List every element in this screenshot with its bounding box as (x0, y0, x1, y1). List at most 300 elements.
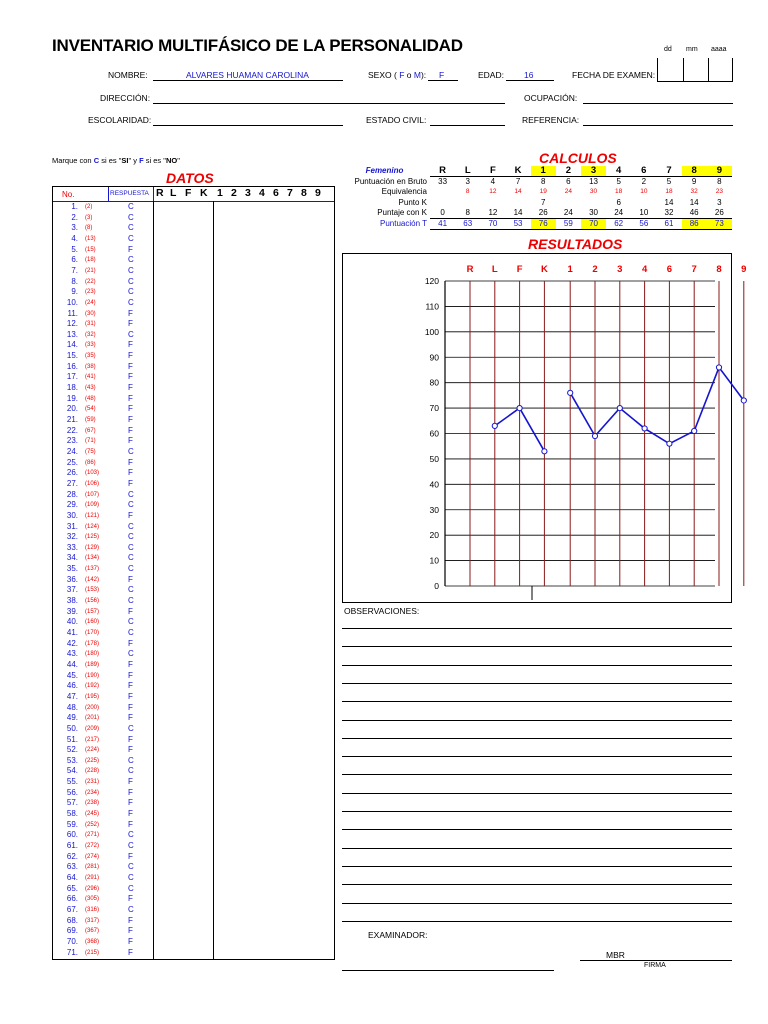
calc-cell: 7 (540, 197, 546, 207)
scale-header-k: K (200, 187, 208, 199)
answer-value[interactable]: C (128, 542, 134, 552)
question-number: (225) (85, 757, 100, 764)
datos-row (53, 447, 334, 458)
answer-value[interactable]: F (128, 734, 133, 744)
answer-value[interactable]: C (128, 521, 134, 531)
calc-cell: 32 (664, 208, 674, 217)
row-number: 65. (66, 883, 78, 893)
calc-cell: 7 (515, 177, 521, 186)
answer-value[interactable]: F (128, 393, 133, 403)
observaciones-line[interactable] (342, 848, 732, 849)
question-number: (192) (85, 683, 100, 690)
datos-row (53, 490, 334, 501)
datos-row (53, 500, 334, 511)
question-number: (86) (85, 459, 96, 466)
row-number: 38. (66, 596, 78, 606)
datos-row (53, 937, 334, 948)
answer-value[interactable]: F (128, 340, 133, 350)
calc-cell: 9 (691, 177, 697, 186)
answer-value[interactable]: F (128, 691, 133, 701)
row-number: 10. (66, 297, 78, 307)
question-number: (180) (85, 651, 100, 658)
scale-header-3: 3 (245, 187, 251, 199)
datos-row (53, 351, 334, 362)
row-number: 55. (66, 777, 78, 787)
answer-value[interactable]: C (128, 862, 134, 872)
resultados-chart (342, 253, 747, 603)
data-point (716, 365, 721, 370)
calculos-title: CALCULOS (539, 150, 617, 166)
answer-value[interactable]: C (128, 265, 134, 275)
row-number: 35. (66, 564, 78, 574)
answer-value[interactable]: F (128, 361, 133, 371)
datos-row (53, 245, 334, 256)
ocupacion-field[interactable] (583, 103, 733, 104)
x-tick-label: L (491, 264, 498, 275)
answer-value[interactable]: C (128, 500, 134, 510)
row-number: 25. (66, 457, 78, 467)
answer-value[interactable]: C (128, 297, 134, 307)
row-number: 18. (66, 383, 78, 393)
observaciones-line[interactable] (342, 774, 732, 775)
row-number: 12. (66, 319, 78, 329)
question-number: (231) (85, 779, 100, 786)
answer-value[interactable]: C (128, 287, 134, 297)
answer-value[interactable]: C (128, 830, 134, 840)
observaciones-line[interactable] (342, 756, 732, 757)
datos-row (53, 713, 334, 724)
answer-value[interactable]: F (128, 713, 133, 723)
calc-cell: 14 (664, 197, 674, 207)
answer-value[interactable]: C (128, 553, 134, 563)
x-tick-label: 9 (741, 264, 747, 275)
calc-cell: 33 (438, 177, 448, 186)
row-number: 69. (66, 926, 78, 936)
answer-value[interactable]: C (128, 223, 134, 233)
page-title: INVENTARIO MULTIFÁSICO DE LA PERSONALIDAD (52, 36, 463, 55)
answer-value[interactable]: F (128, 415, 133, 424)
datos-row (53, 511, 334, 522)
question-number: (170) (85, 630, 100, 636)
calc-cell: 19 (539, 188, 547, 196)
answer-value[interactable]: F (128, 745, 133, 755)
answer-value[interactable]: C (128, 841, 134, 850)
answer-value[interactable]: C (128, 596, 134, 606)
calc-header-k: K (505, 166, 530, 177)
datos-row (53, 564, 334, 575)
question-number: (107) (85, 491, 100, 498)
datos-row (53, 277, 334, 288)
answer-value[interactable]: C (128, 585, 134, 595)
answer-value[interactable]: F (128, 894, 133, 904)
answer-value[interactable]: C (128, 872, 134, 882)
answer-value[interactable]: C (128, 628, 134, 637)
datos-row (53, 724, 334, 735)
datos-row (53, 777, 334, 788)
answer-value[interactable]: F (128, 372, 133, 382)
scale-header-8: 8 (301, 187, 307, 199)
calc-header-8: 8 (682, 166, 707, 177)
estado-civil-field[interactable] (430, 125, 505, 126)
datos-row (53, 948, 334, 959)
answer-value[interactable]: F (128, 947, 133, 957)
calc-cell (455, 198, 480, 209)
answer-value[interactable]: F (128, 787, 133, 797)
calc-cell: 24 (614, 208, 624, 217)
datos-row (53, 649, 334, 660)
question-number: (245) (85, 811, 100, 818)
row-number: 5. (71, 244, 78, 254)
question-number: (15) (85, 246, 96, 253)
datos-row (53, 809, 334, 820)
calc-cell: 8 (465, 208, 470, 217)
question-number: (238) (85, 800, 100, 807)
datos-row (53, 575, 334, 586)
x-tick-label: R (466, 264, 474, 275)
datos-row (53, 468, 334, 479)
sex-label: Femenino (365, 166, 404, 176)
calc-cell: 73 (707, 219, 732, 230)
data-point (692, 428, 697, 433)
observaciones-line[interactable] (342, 829, 732, 830)
question-number: (48) (85, 395, 96, 402)
observaciones-line[interactable] (342, 903, 732, 904)
datos-row (53, 372, 334, 383)
calc-header-r: R (430, 166, 455, 177)
x-tick-label: F (516, 264, 523, 275)
question-number: (75) (85, 448, 96, 455)
datos-row (53, 436, 334, 447)
datos-row (53, 223, 334, 234)
answer-value[interactable]: F (128, 851, 133, 861)
calc-header-l: L (455, 166, 480, 177)
y-tick-label: 60 (429, 428, 439, 439)
row-number: 9. (71, 287, 78, 297)
row-number: 58. (66, 809, 78, 819)
row-number: 32. (66, 532, 78, 542)
y-tick-label: 0 (434, 581, 439, 591)
observaciones-line[interactable] (342, 701, 732, 702)
observaciones-line[interactable] (342, 665, 732, 666)
calc-cell: 6 (616, 197, 621, 207)
answer-value[interactable]: F (128, 936, 133, 946)
calc-row-label: Puntaje con K (377, 208, 427, 218)
row-number: 1. (71, 202, 78, 211)
calc-cell: 41 (430, 219, 455, 230)
x-tick-label: 6 (666, 264, 673, 275)
datos-row (53, 798, 334, 809)
answer-value[interactable]: F (128, 308, 133, 318)
nombre-value[interactable]: ALVARES HUAMAN CAROLINA (186, 70, 309, 80)
calc-cell: 3 (717, 197, 722, 207)
question-number: (234) (85, 789, 100, 796)
calc-cell: 70 (480, 219, 505, 230)
date-boxes[interactable] (657, 58, 733, 82)
y-tick-label: 20 (429, 530, 439, 541)
row-number: 3. (71, 223, 78, 233)
question-number: (137) (85, 566, 100, 573)
referencia-label: REFERENCIA: (522, 115, 580, 125)
datos-row (53, 362, 334, 373)
calc-cell: 5 (666, 177, 672, 186)
answer-value[interactable]: F (128, 702, 133, 712)
row-number: 37. (66, 585, 78, 595)
question-number: (153) (85, 587, 100, 594)
row-number: 17. (66, 372, 78, 382)
edad-value[interactable]: 16 (524, 70, 534, 80)
question-number: (125) (85, 534, 100, 541)
answer-value[interactable]: C (128, 255, 134, 265)
data-point (592, 433, 597, 438)
answer-value[interactable]: F (128, 425, 133, 435)
row-number: 27. (66, 478, 78, 488)
answer-value[interactable]: C (128, 212, 134, 222)
answer-value[interactable]: F (128, 681, 133, 691)
calc-cell: 4 (490, 177, 496, 186)
answer-value[interactable]: F (128, 468, 133, 478)
answer-value[interactable]: C (128, 904, 134, 914)
calc-header-3: 3 (581, 166, 606, 177)
answer-value[interactable]: C (128, 202, 134, 211)
question-number: (41) (85, 374, 96, 381)
answer-value[interactable]: C (128, 723, 134, 733)
datos-row (53, 607, 334, 618)
data-point (542, 449, 547, 454)
datos-row (53, 309, 334, 320)
row-number: 67. (66, 904, 78, 914)
y-tick-label: 40 (429, 479, 439, 490)
datos-row (53, 671, 334, 682)
row-number: 70. (66, 936, 78, 946)
scale-header-2: 2 (231, 187, 237, 199)
date-label-aaaa: aaaa (711, 46, 727, 53)
firma-line[interactable] (580, 960, 732, 961)
answer-value[interactable]: F (128, 606, 133, 616)
answer-value[interactable]: F (128, 457, 133, 467)
observaciones-line[interactable] (342, 628, 732, 629)
escolaridad-field[interactable] (153, 125, 343, 126)
calc-cell: 18 (665, 188, 673, 196)
calc-cell: 8 (540, 177, 546, 186)
y-tick-label: 50 (429, 453, 439, 464)
observaciones-line[interactable] (342, 921, 732, 922)
answer-value[interactable]: F (128, 670, 133, 680)
question-number: (274) (85, 853, 100, 860)
question-number: (228) (85, 768, 100, 775)
calc-cell: 63 (455, 219, 480, 230)
answer-value[interactable]: F (128, 574, 133, 584)
calc-cell: 0 (440, 208, 445, 217)
observaciones-line[interactable] (342, 646, 732, 647)
row-number: 4. (71, 233, 78, 243)
row-number: 63. (66, 862, 78, 872)
datos-row (53, 916, 334, 927)
answer-value[interactable]: C (128, 489, 134, 499)
nombre-line[interactable] (153, 80, 343, 81)
datos-row (53, 426, 334, 437)
question-number: (2) (85, 204, 93, 210)
observaciones-line[interactable] (342, 683, 732, 684)
answer-value[interactable]: F (128, 319, 133, 329)
y-tick-label: 100 (424, 326, 439, 337)
escolaridad-label: ESCOLARIDAD: (88, 115, 152, 125)
datos-row (53, 330, 334, 341)
question-number: (134) (85, 555, 100, 562)
calc-cell: 2 (641, 177, 647, 186)
answer-value[interactable]: F (128, 351, 133, 361)
mbr-label: MBR (606, 950, 625, 960)
calc-cell: 26 (538, 208, 548, 217)
answer-value[interactable]: C (128, 446, 134, 456)
observaciones-line[interactable] (342, 811, 732, 812)
data-point (517, 405, 522, 410)
y-tick-label: 110 (425, 301, 439, 312)
datos-row (53, 830, 334, 841)
scale-header-7: 7 (287, 187, 293, 199)
calc-row-label: Punto K (398, 197, 427, 207)
observaciones-line[interactable] (342, 738, 732, 739)
calculos-table (342, 166, 732, 236)
direccion-field[interactable] (153, 103, 505, 104)
row-number: 66. (66, 894, 78, 904)
observaciones-line[interactable] (342, 884, 732, 885)
row-number: 64. (66, 872, 78, 882)
observaciones-line[interactable] (342, 720, 732, 721)
calc-cell (556, 198, 581, 209)
answer-value[interactable]: F (128, 510, 133, 520)
answer-value[interactable]: F (128, 659, 133, 669)
calc-cell: 24 (563, 208, 573, 217)
examinador-field[interactable] (342, 970, 554, 971)
row-number: 56. (66, 787, 78, 797)
row-number: 47. (66, 691, 78, 701)
question-number: (23) (85, 289, 96, 296)
answer-value[interactable]: F (128, 383, 133, 393)
calc-cell (631, 198, 656, 209)
question-number: (31) (85, 321, 96, 328)
datos-row (53, 458, 334, 469)
answer-value[interactable]: F (128, 777, 133, 787)
answer-value[interactable]: F (128, 819, 133, 829)
scale-header-6: 6 (273, 187, 279, 199)
answer-value[interactable]: F (128, 915, 133, 925)
observaciones-line[interactable] (342, 793, 732, 794)
scale-header-l: L (170, 187, 177, 199)
y-tick-label: 70 (429, 403, 439, 414)
datos-row (53, 862, 334, 873)
data-point (741, 398, 746, 403)
row-number: 39. (66, 606, 78, 616)
y-tick-label: 30 (429, 504, 439, 515)
answer-value[interactable]: C (128, 766, 134, 776)
row-number: 22. (66, 425, 78, 435)
referencia-field[interactable] (583, 125, 733, 126)
calc-cell: 62 (606, 219, 631, 230)
answer-value[interactable]: F (128, 436, 133, 446)
calc-cell: 14 (513, 208, 523, 217)
answer-value[interactable]: C (128, 649, 134, 659)
datos-row (53, 873, 334, 884)
answer-value[interactable]: C (128, 883, 134, 893)
answer-value[interactable]: F (128, 638, 133, 648)
row-number: 40. (66, 617, 78, 627)
question-number: (13) (85, 235, 96, 242)
examinador-label: EXAMINADOR: (368, 930, 428, 940)
calc-row-label: Puntuación T (380, 219, 427, 228)
question-number: (142) (85, 576, 100, 583)
datos-table (52, 186, 335, 960)
question-number: (156) (85, 598, 100, 605)
question-number: (217) (85, 736, 100, 743)
answer-value[interactable]: F (128, 478, 133, 488)
datos-row (53, 617, 334, 628)
answer-value[interactable]: F (128, 404, 133, 414)
datos-row (53, 404, 334, 415)
calc-cell: 8 (465, 188, 470, 196)
calc-cell: 3 (465, 177, 470, 186)
row-number: 36. (66, 574, 78, 584)
answer-value[interactable]: C (128, 617, 134, 627)
calc-row-label: Puntuación en Bruto (354, 176, 427, 186)
answer-value[interactable]: C (128, 532, 134, 542)
x-tick-label: 2 (592, 264, 598, 275)
observaciones-line[interactable] (342, 866, 732, 867)
datos-row (53, 532, 334, 543)
question-number: (224) (85, 747, 100, 754)
series-line (570, 367, 744, 443)
answer-value[interactable]: F (128, 926, 133, 936)
direccion-label: DIRECCIÓN: (100, 93, 151, 103)
date-label-mm: mm (686, 46, 698, 53)
question-number: (8) (85, 225, 93, 232)
question-number: (67) (85, 427, 96, 434)
answer-value[interactable]: F (128, 798, 133, 808)
question-number: (195) (85, 693, 100, 700)
answer-value[interactable]: C (128, 564, 134, 574)
answer-value[interactable]: C (128, 755, 134, 765)
calc-cell: 70 (581, 219, 606, 230)
x-tick-label: 3 (617, 264, 623, 275)
row-number: 2. (71, 212, 78, 222)
question-number: (33) (85, 342, 96, 349)
sexo-value[interactable]: F (439, 70, 445, 80)
question-number: (24) (85, 299, 96, 306)
datos-row (53, 287, 334, 298)
calc-cell (505, 198, 530, 209)
datos-row (53, 788, 334, 799)
calc-cell: 14 (514, 188, 522, 196)
answer-value[interactable]: C (128, 329, 134, 339)
answer-value[interactable]: C (128, 276, 134, 286)
answer-value[interactable]: F (128, 809, 133, 819)
observaciones-label: OBSERVACIONES: (344, 606, 420, 616)
calc-cell: 24 (564, 188, 572, 196)
question-number: (59) (85, 417, 96, 423)
calc-cell: 12 (488, 208, 498, 217)
answer-value[interactable]: C (128, 233, 134, 243)
datos-row (53, 585, 334, 596)
calc-cell: 10 (640, 188, 648, 196)
answer-value[interactable]: F (128, 244, 133, 254)
question-number: (291) (85, 874, 100, 881)
question-number: (38) (85, 363, 96, 370)
calc-cell: 26 (714, 208, 724, 217)
scale-header-r: R (156, 187, 164, 199)
datos-row (53, 383, 334, 394)
row-number: 21. (66, 415, 78, 424)
resultados-chart-svg (343, 254, 747, 602)
y-tick-label: 80 (429, 377, 439, 388)
